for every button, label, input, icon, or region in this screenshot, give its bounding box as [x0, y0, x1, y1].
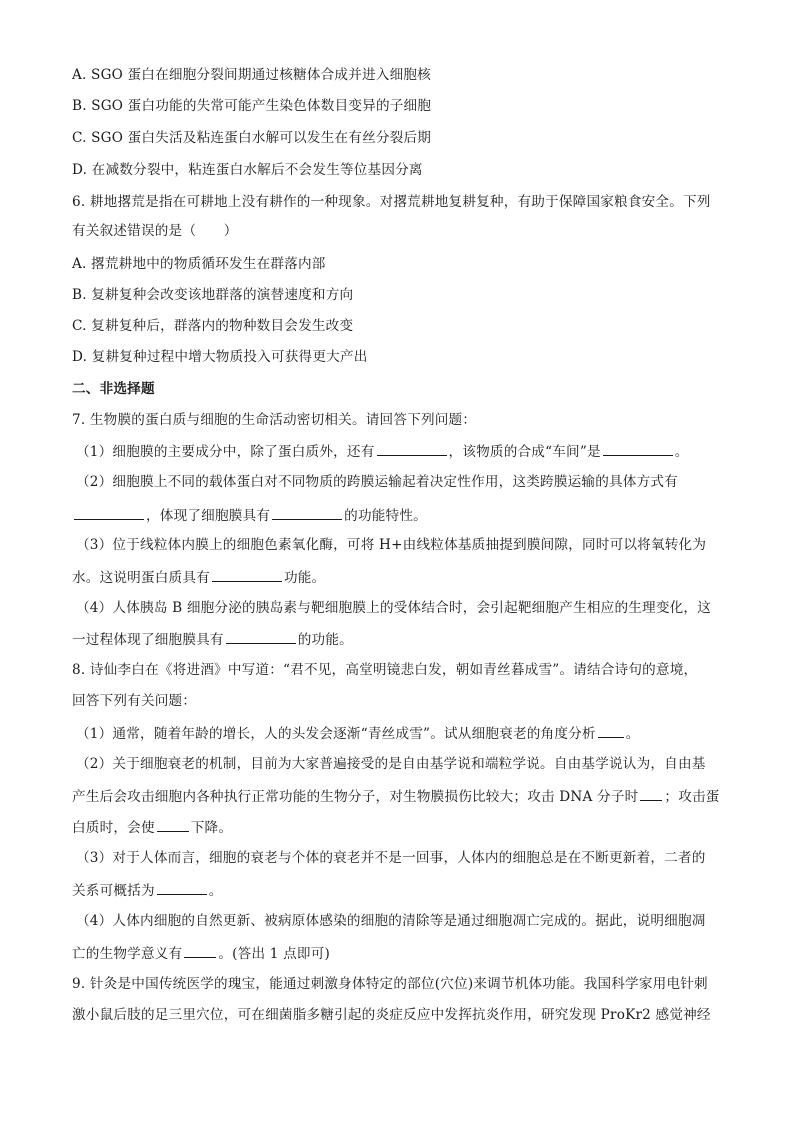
q6-stem-line-1: 6. 耕地撂荒是指在可耕地上没有耕作的一种现象。对撂荒耕地复耕复种，有助于保障国家粮食安全。下列	[72, 194, 711, 210]
q8-part-3-line-1: （3）对于人体而言，细胞的衰老与个体的衰老并不是一回事，人体内的细胞总是在不断更新着，二者的	[76, 850, 706, 866]
q7-part-3-line-1: （3）位于线粒体内膜上的细胞色素氧化酶，可将 H+由线粒体基质抽提到膜间隙，同时可以将氧转化为	[76, 537, 707, 553]
q5-option-d: D. 在减数分裂中，粘连蛋白水解后不会发生等位基因分离	[72, 162, 423, 178]
q7-part-2-line-2: ，体现了细胞膜具有 的功能特性。	[72, 505, 427, 525]
q5-option-a: A. SGO 蛋白在细胞分裂间期通过核糖体合成并进入细胞核	[72, 67, 431, 83]
q8-part-4-line-1: （4）人体内细胞的自然更新、被病原体感染的细胞的清除等是通过细胞凋亡完成的。据此，说明细胞凋	[76, 913, 706, 929]
q6-option-d: D. 复耕复种过程中增大物质投入可获得更大产出	[72, 349, 368, 365]
q7-part-3-line-2: 水。这说明蛋白质具有 功能。	[72, 567, 325, 587]
q8-part-2-line-1: （2）关于细胞衰老的机制，目前为大家普遍接受的是自由基学说和端粒学说。自由基学说认为，自由基	[76, 756, 706, 772]
answer-blank[interactable]	[272, 505, 342, 520]
q8-part-1: （1）通常，随着年龄的增长，人的头发会逐渐“青丝成雪”。试从细胞衰老的角度分析 。	[76, 723, 640, 743]
q6-stem-line-2: 有关叙述错误的是（ ）	[72, 223, 238, 239]
q8-part-2-line-3: 白质时，会使 下降。	[72, 817, 232, 837]
q7-part-4-line-2: 一过程体现了细胞膜具有 的功能。	[72, 629, 353, 649]
q7-part-2-line-1: （2）细胞膜上不同的载体蛋白对不同物质的跨膜运输起着决定性作用，这类跨膜运输的具体方式有	[76, 474, 678, 490]
q5-option-c: C. SGO 蛋白失活及粘连蛋白水解可以发生在有丝分裂后期	[72, 130, 432, 146]
answer-blank[interactable]	[598, 723, 624, 738]
q6-option-b: B. 复耕复种会改变该地群落的演替速度和方向	[72, 287, 354, 303]
q7-part-4-line-1: （4）人体胰岛 B 细胞分泌的胰岛素与靶细胞膜上的受体结合时，会引起靶细胞产生相应的生理变化，这	[76, 600, 712, 616]
q6-option-a: A. 撂荒耕地中的物质循环发生在群落内部	[72, 256, 326, 272]
q7-part-1: （1）细胞膜的主要成分中，除了蛋白质外，还有 ，该物质的合成“车间”是 。	[76, 441, 689, 461]
answer-blank[interactable]	[184, 943, 216, 958]
q8-part-2-line-2: 产生后会攻击细胞内各种执行正常功能的生物分子，对生物膜损伤比较大；攻击 DNA 分子时 ；攻击蛋	[72, 786, 720, 806]
q7-stem: 7. 生物膜的蛋白质与细胞的生命活动密切相关。请回答下列问题：	[72, 412, 477, 428]
q5-option-b: B. SGO 蛋白功能的失常可能产生染色体数目变异的子细胞	[72, 98, 432, 114]
answer-blank[interactable]	[157, 880, 207, 895]
q9-stem-line-1: 9. 针灸是中国传统医学的瑰宝，能通过刺激身体特定的部位(穴位)来调节机体功能。我国科学家用电针刺	[72, 976, 708, 992]
answer-blank[interactable]	[226, 629, 296, 644]
answer-blank[interactable]	[74, 505, 144, 520]
section-title: 二、非选择题	[72, 381, 155, 397]
q9-stem-line-2: 激小鼠后肢的足三里穴位，可在细菌脂多糖引起的炎症反应中发挥抗炎作用，研究发现 ProKr2 感觉神经	[72, 1007, 711, 1023]
q8-stem-line-2: 回答下列有关问题：	[72, 693, 197, 709]
answer-blank[interactable]	[377, 441, 447, 456]
answer-blank[interactable]	[640, 786, 662, 801]
q6-option-c: C. 复耕复种后，群落内的物种数目会发生改变	[72, 318, 354, 334]
answer-blank[interactable]	[212, 567, 282, 582]
answer-blank[interactable]	[603, 441, 673, 456]
q8-part-3-line-2: 关系可概括为 。	[72, 880, 223, 900]
answer-blank[interactable]	[157, 817, 189, 832]
q8-part-4-line-2: 亡的生物学意义有 。(答出 1 点即可)	[72, 943, 330, 963]
q8-stem-line-1: 8. 诗仙李白在《将进酒》中写道：“君不见，高堂明镜悲白发，朝如青丝暮成雪”。请结合诗句的意境，	[72, 662, 698, 678]
